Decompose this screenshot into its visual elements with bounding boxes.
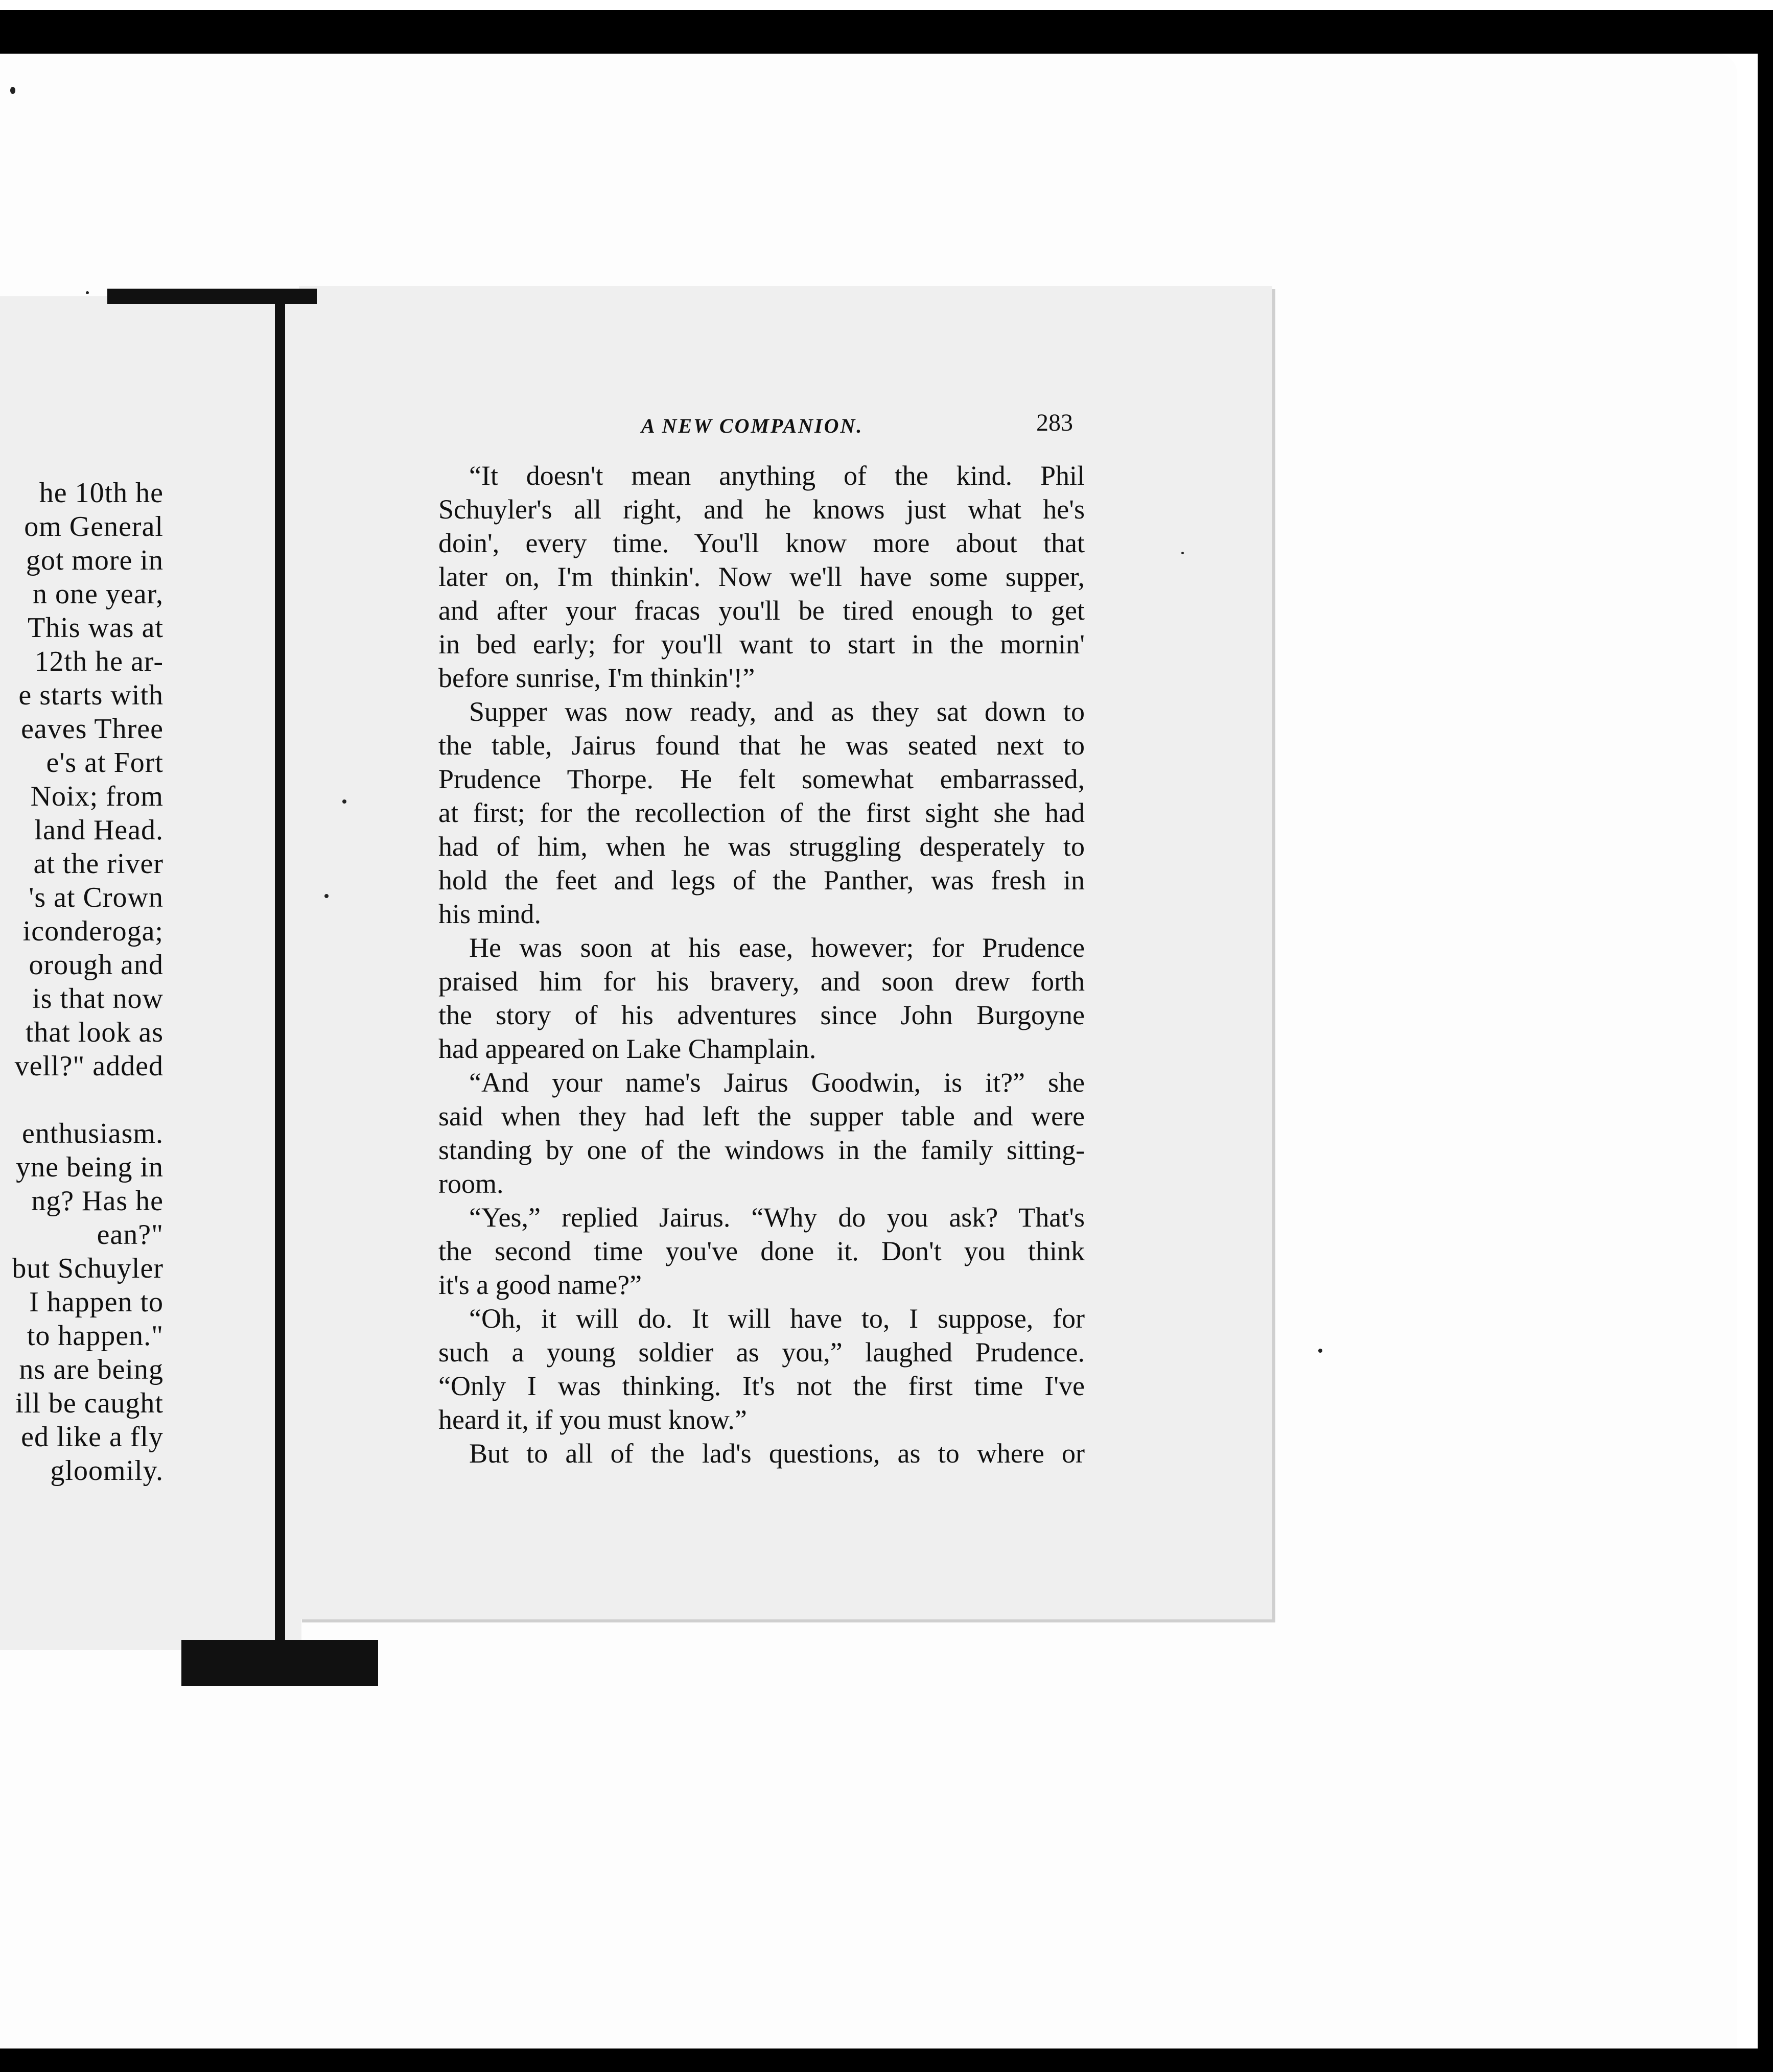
- text-line: “Oh, it will do. It will have to, I suppose, for: [469, 1303, 1085, 1334]
- text-line: “It doesn't mean anything of the kind. Phil: [469, 460, 1085, 491]
- left-line: that look as: [25, 1017, 164, 1048]
- left-line: to happen.": [27, 1320, 164, 1352]
- binding-clip-top: [107, 289, 317, 304]
- text-line: Schuyler's all right, and he knows just what he's: [438, 494, 1085, 525]
- running-head: A NEW COMPANION.: [641, 414, 864, 437]
- scan-speck: [1318, 1349, 1322, 1353]
- left-line: ng? Has he: [31, 1185, 164, 1217]
- page-number: 283: [1036, 409, 1073, 436]
- scan-border-top: [0, 10, 1773, 54]
- text-line: heard it, if you must know.”: [438, 1404, 747, 1435]
- left-line: n one year,: [33, 578, 164, 610]
- left-line: land Head.: [34, 814, 164, 846]
- body-text: [438, 459, 1085, 1470]
- text-line: before sunrise, I'm thinkin'!”: [438, 663, 755, 693]
- text-line: said when they had left the supper table and were: [438, 1101, 1085, 1132]
- text-line: hold the feet and legs of the Panther, was fresh in: [438, 865, 1085, 896]
- left-line: ean?": [97, 1219, 164, 1251]
- left-line: enthusiasm.: [22, 1118, 164, 1149]
- left-line: iconderoga;: [22, 915, 164, 947]
- text-line: in bed early; for you'll want to start in the mornin': [438, 629, 1085, 660]
- left-line: got more in: [26, 545, 164, 576]
- text-line: But to all of the lad's questions, as to where or: [469, 1438, 1085, 1469]
- text-line: Supper was now ready, and as they sat down to: [469, 696, 1085, 727]
- left-line: om General: [24, 511, 164, 543]
- scan-speck: [324, 894, 329, 898]
- text-line: “Only I was thinking. It's not the first time I've: [438, 1371, 1085, 1401]
- text-line: such a young soldier as you,” laughed Prudence.: [438, 1337, 1085, 1368]
- text-line: the second time you've done it. Don't you think: [438, 1236, 1085, 1266]
- text-line: the table, Jairus found that he was seated next to: [438, 730, 1085, 761]
- text-line: “Yes,” replied Jairus. “Why do you ask? That's: [469, 1202, 1085, 1233]
- left-line: This was at: [27, 612, 164, 644]
- left-line: 's at Crown: [29, 882, 164, 913]
- text-line: standing by one of the windows in the family sitting-: [438, 1135, 1085, 1165]
- left-line: ns are being: [19, 1354, 164, 1385]
- left-line: ill be caught: [15, 1387, 164, 1419]
- text-line: doin', every time. You'll know more about that: [438, 528, 1085, 558]
- binding-clip-bottom: [181, 1640, 378, 1686]
- scan-speck: [86, 291, 89, 294]
- left-line: eaves Three: [21, 713, 164, 745]
- left-line: vell?" added: [14, 1050, 164, 1082]
- scan-border-right: [1758, 10, 1773, 2072]
- text-line: had appeared on Lake Champlain.: [438, 1033, 816, 1064]
- text-line: it's a good name?”: [438, 1269, 642, 1300]
- left-line: at the river: [33, 848, 164, 880]
- text-line: later on, I'm thinkin'. Now we'll have some supper,: [438, 561, 1085, 592]
- text-line: He was soon at his ease, however; for Prudence: [469, 932, 1085, 963]
- left-line: e starts with: [18, 679, 164, 711]
- left-line: e's at Fort: [46, 747, 164, 779]
- left-page: [0, 296, 301, 1650]
- text-line: praised him for his bravery, and soon drew forth: [438, 966, 1085, 997]
- text-line: his mind.: [438, 899, 542, 929]
- text-line: the story of his adventures since John Burgoyne: [438, 1000, 1085, 1030]
- scan-border-bottom: [0, 2049, 1773, 2072]
- left-line: Noix; from: [30, 781, 164, 812]
- left-line: orough and: [29, 949, 164, 981]
- text-line: had of him, when he was struggling desperately to: [438, 831, 1085, 862]
- scan-speck: [10, 87, 15, 94]
- scan-speck: [1181, 552, 1184, 554]
- left-line: is that now: [32, 983, 164, 1015]
- book-gutter: [275, 304, 285, 1642]
- left-line: yne being in: [16, 1151, 164, 1183]
- scan-speck: [342, 799, 346, 804]
- left-line: gloomily.: [50, 1455, 164, 1487]
- text-line: at first; for the recollection of the first sight she had: [438, 797, 1085, 828]
- left-line: but Schuyler: [12, 1253, 164, 1284]
- text-line: “And your name's Jairus Goodwin, is it?” she: [469, 1067, 1085, 1098]
- left-line: he 10th he: [39, 477, 164, 509]
- text-line: and after your fracas you'll be tired enough to get: [438, 595, 1085, 626]
- left-line: I happen to: [29, 1286, 164, 1318]
- left-line: 12th he ar-: [34, 646, 164, 677]
- text-line: Prudence Thorpe. He felt somewhat embarrassed,: [438, 764, 1085, 794]
- left-line: ed like a fly: [21, 1421, 164, 1453]
- text-line: room.: [438, 1168, 504, 1199]
